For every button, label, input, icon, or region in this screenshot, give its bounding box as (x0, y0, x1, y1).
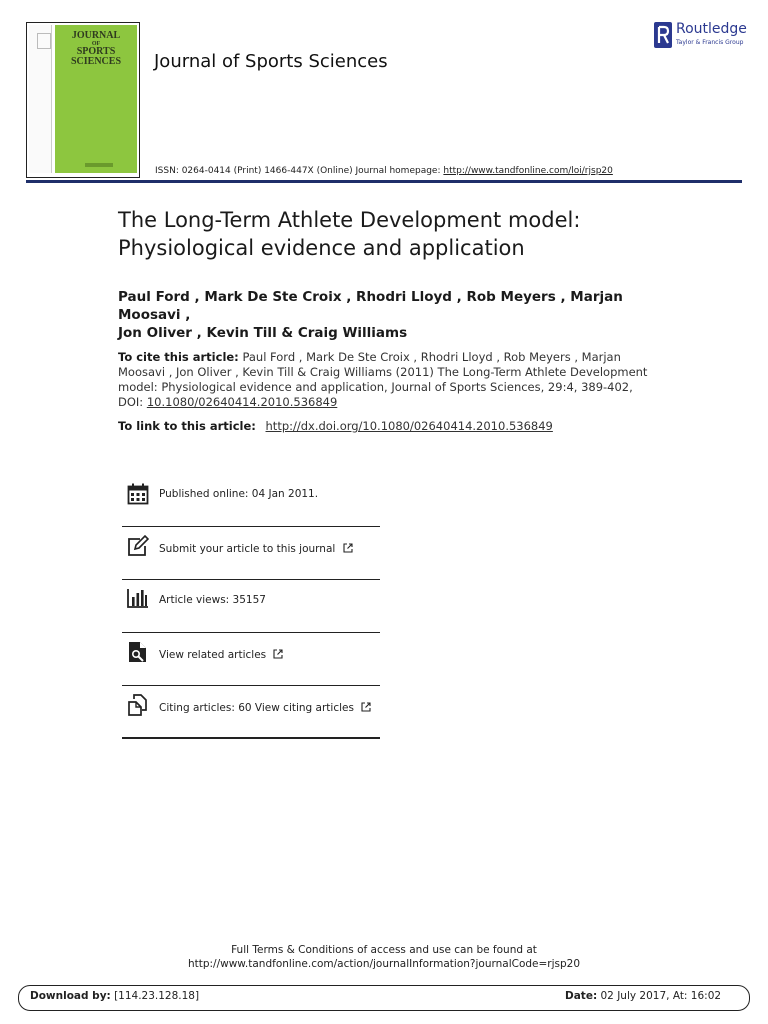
publisher-group: Taylor & Francis Group (676, 39, 744, 46)
link-label: To link to this article: (118, 419, 256, 433)
article-views-row (122, 585, 380, 637)
info-bottom-divider (122, 737, 380, 739)
article-title-line1: The Long-Term Athlete Development model: (118, 208, 581, 232)
submit-article-link[interactable] (159, 543, 353, 555)
submit-article-row[interactable] (122, 532, 380, 584)
related-articles-text: View related articles (159, 649, 267, 661)
cover-green-panel (55, 25, 137, 173)
cite-text: Paul Ford , Mark De Ste Croix , Rhodri Lloyd , Rob Meyers , Marjan Moosavi , Jon Oliver , Kevin Till & Craig Williams (2011) The Long-Term Athlete Development model: Physiological evidence and application, Journal of Sports Sciences, 29:4, 389-402, DOI: (118, 350, 648, 409)
download-by (30, 990, 199, 1002)
edit-icon (127, 535, 149, 557)
cover-title-of: OF (91, 41, 101, 47)
external-link-icon (343, 543, 353, 553)
cover-seal-icon (37, 33, 51, 49)
citation-block (118, 350, 648, 410)
journal-homepage-link[interactable]: http://www.tandfonline.com/loi/rjsp20 (443, 166, 613, 176)
citing-articles-row[interactable] (122, 691, 380, 743)
published-online-text: Published online: 04 Jan 2011. (159, 488, 319, 500)
publisher-name: Routledge (676, 21, 747, 37)
terms-line1: Full Terms & Conditions of access and use can be found at (231, 944, 537, 956)
cover-title (55, 31, 137, 67)
bar-chart-icon (127, 587, 149, 609)
calendar-icon (127, 483, 149, 505)
info-divider (122, 632, 380, 633)
citing-articles-link[interactable] (159, 702, 371, 714)
terms-notice (0, 943, 768, 971)
cover-title-line2: SPORTS (76, 46, 116, 57)
article-doi-url-link[interactable]: http://dx.doi.org/10.1080/02640414.2010.536849 (265, 419, 553, 433)
external-link-icon (273, 649, 283, 659)
cover-left-panel (29, 25, 52, 173)
article-authors (118, 288, 678, 342)
routledge-r-icon (654, 22, 672, 48)
published-online-row (122, 478, 380, 530)
journal-cover-thumbnail (26, 22, 140, 178)
document-search-icon (127, 641, 149, 663)
cover-publisher-mark (85, 163, 113, 167)
header-divider (26, 180, 742, 183)
related-articles-link[interactable] (159, 649, 283, 661)
download-date (565, 990, 721, 1002)
download-date-label: Date: (565, 990, 598, 1002)
citing-documents-icon (127, 694, 149, 716)
authors-line1: Paul Ford , Mark De Ste Croix , Rhodri Lloyd , Rob Meyers , Marjan Moosavi , (118, 289, 623, 323)
related-articles-row[interactable] (122, 638, 380, 690)
article-title-line2: Physiological evidence and application (118, 236, 525, 260)
info-divider (122, 526, 380, 527)
cite-label: To cite this article: (118, 350, 239, 364)
citing-articles-text: Citing articles: 60 View citing articles (159, 702, 354, 714)
article-views-text: Article views: 35157 (159, 594, 266, 606)
cover-title-line1: JOURNAL (71, 30, 121, 41)
article-link-line (118, 419, 678, 433)
download-date-value: 02 July 2017, At: 16:02 (600, 990, 722, 1002)
issn-text: ISSN: 0264-0414 (Print) 1466-447X (Online) Journal homepage: (155, 166, 441, 176)
issn-line (155, 166, 613, 176)
cite-doi-link[interactable]: 10.1080/02640414.2010.536849 (146, 395, 338, 409)
article-title (118, 206, 678, 262)
cover-title-line3: SCIENCES (70, 56, 122, 67)
external-link-icon (361, 702, 371, 712)
download-ip: [114.23.128.18] (114, 990, 200, 1002)
routledge-logo (652, 20, 752, 50)
authors-line2: Jon Oliver , Kevin Till & Craig Williams (118, 325, 408, 341)
terms-url: http://www.tandfonline.com/action/journalInformation?journalCode=rjsp20 (187, 958, 581, 970)
download-by-label: Download by: (30, 990, 111, 1002)
info-divider (122, 579, 380, 580)
info-divider (122, 685, 380, 686)
journal-name: Journal of Sports Sciences (154, 51, 388, 72)
submit-article-text: Submit your article to this journal (159, 543, 336, 555)
